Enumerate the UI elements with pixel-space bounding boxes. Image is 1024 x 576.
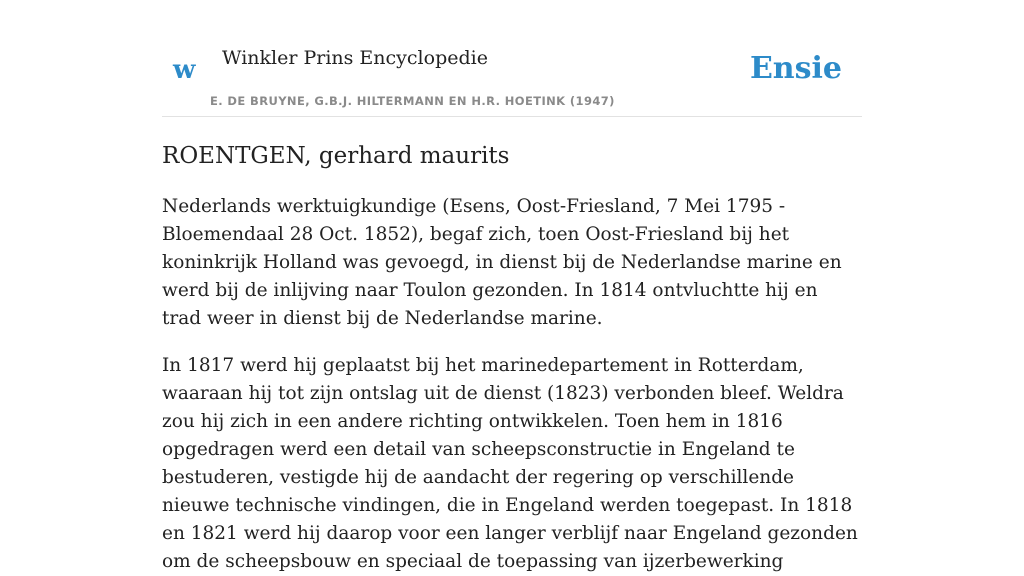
publication-authors: E. DE BRUYNE, G.B.J. HILTERMANN EN H.R. HOETINK (1947) [210,94,615,108]
content-column [162,0,862,576]
article-title: ROENTGEN, gerhard maurits [162,143,510,169]
source-header [162,0,862,117]
ensie-logo-link[interactable]: Ensie [749,51,842,86]
article-paragraph: Nederlands werktuigkundige (Esens, Oost-Friesland, 7 Mei 1795 - Bloemendaal 28 Oct. 1852), begaf zich, toen Oost-Friesland bij het koninkrijk Holland was gevoegd, in dienst bij de Nederlandse marine en werd bij de inlijving naar Toulon gezonden. In 1814 ontvluchtte hij en trad weer in dienst bij de Nederlandse marine. [162,196,842,329]
article-paragraph: In 1817 werd hij geplaatst bij het marinedepartement in Rotterdam, waaraan hij tot zijn ontslag uit de dienst (1823) verbonden bleef. Weldra zou hij zich in een andere richting ontwikkelen. Toen hem in 1816 opgedragen werd een detail van scheepsconstructie in Engeland te bestuderen, vestigde hij de aandacht der regering op verschillende nieuwe technische vindingen, die in Engeland werden toegepast. In 1818 en 1821 werd hij daarop voor een langer verblijf naar Engeland gezonden om de scheepsbouw en speciaal de toepassing van ijzerbewerking [162,355,858,572]
publication-logo[interactable]: w [173,55,196,85]
publication-title[interactable]: Winkler Prins Encyclopedie [222,47,488,69]
